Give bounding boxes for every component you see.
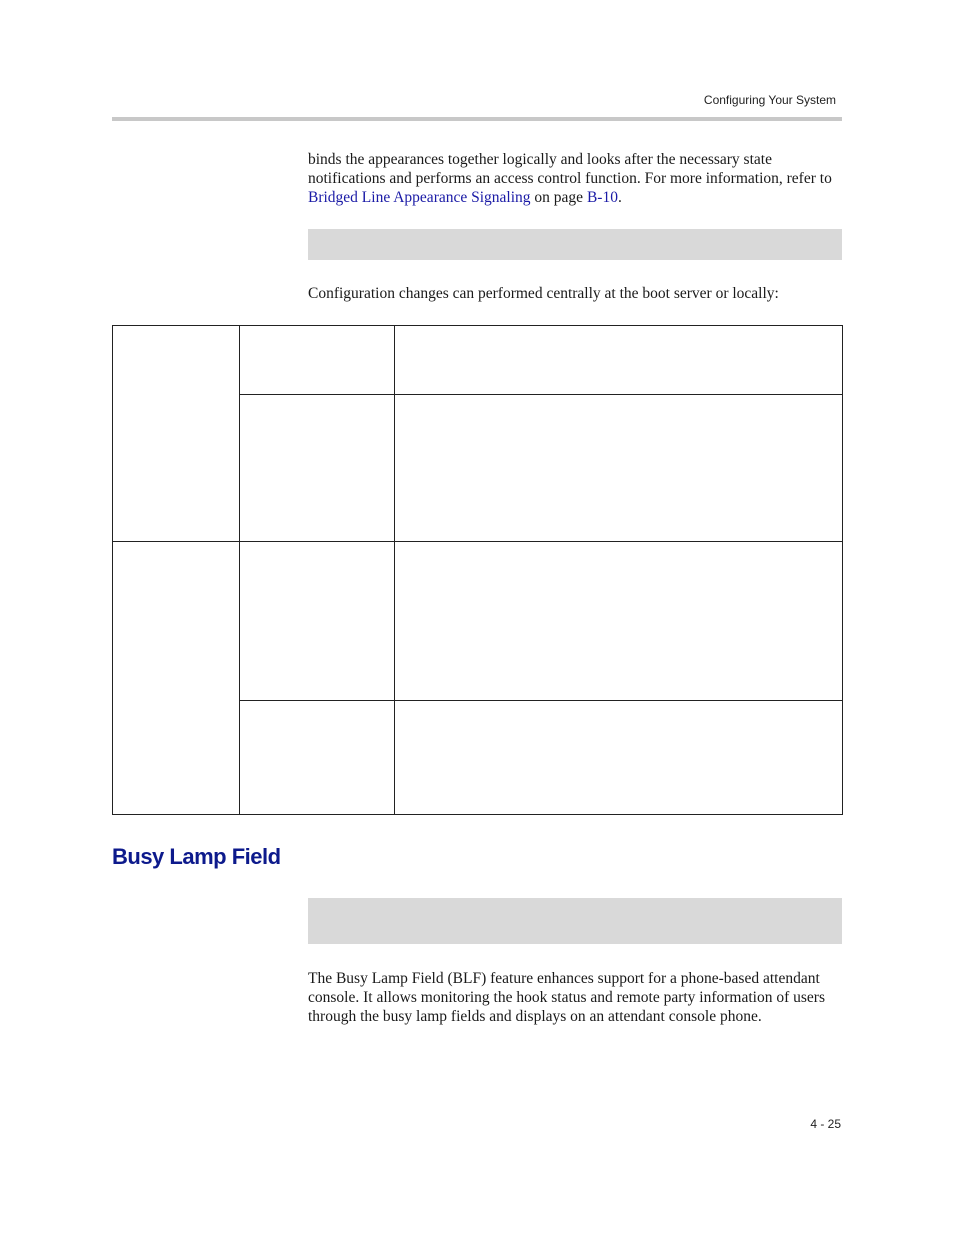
intro-paragraph: [308, 150, 842, 207]
table-cell-setting: [240, 395, 395, 542]
table-cell-description: [395, 326, 843, 395]
page-ref-link[interactable]: B-10: [586, 189, 618, 206]
section-body-text: The Busy Lamp Field (BLF) feature enhances support for a phone-based attendant console. It allows monitoring the hook status and remote party information of users through the busy lamp fields and displays on an attendant console phone.: [308, 970, 825, 1025]
table-cell-group-local: [113, 542, 240, 815]
page-number: 4 - 25: [810, 1117, 841, 1131]
bridged-line-appearance-link[interactable]: Bridged Line Appearance Signaling: [308, 189, 531, 206]
configuration-table: [112, 325, 843, 815]
section-heading: Busy Lamp Field: [112, 844, 281, 869]
note-bar: [308, 229, 842, 260]
intro-text-after: .: [617, 189, 622, 206]
table-cell-setting: [240, 542, 395, 701]
table-cell-description: [395, 701, 843, 815]
running-header: Configuring Your System: [703, 93, 836, 107]
header-rule: [112, 117, 842, 121]
intro-text-before: binds the appearances together logically and looks after the necessary state notifications and performs an access control function. For more information, refer to: [308, 151, 832, 187]
config-intro-text: Configuration changes can performed centrally at the boot server or locally:: [308, 285, 779, 302]
table-cell-description: [395, 395, 843, 542]
table-row: [113, 542, 843, 701]
section-note-bar: [308, 898, 842, 944]
table-cell-group-central: [113, 326, 240, 542]
table-cell-setting: [240, 701, 395, 815]
table-cell-description: [395, 542, 843, 701]
intro-text-middle: on page: [530, 189, 587, 206]
table-cell-setting: [240, 326, 395, 395]
table-row: [113, 326, 843, 395]
